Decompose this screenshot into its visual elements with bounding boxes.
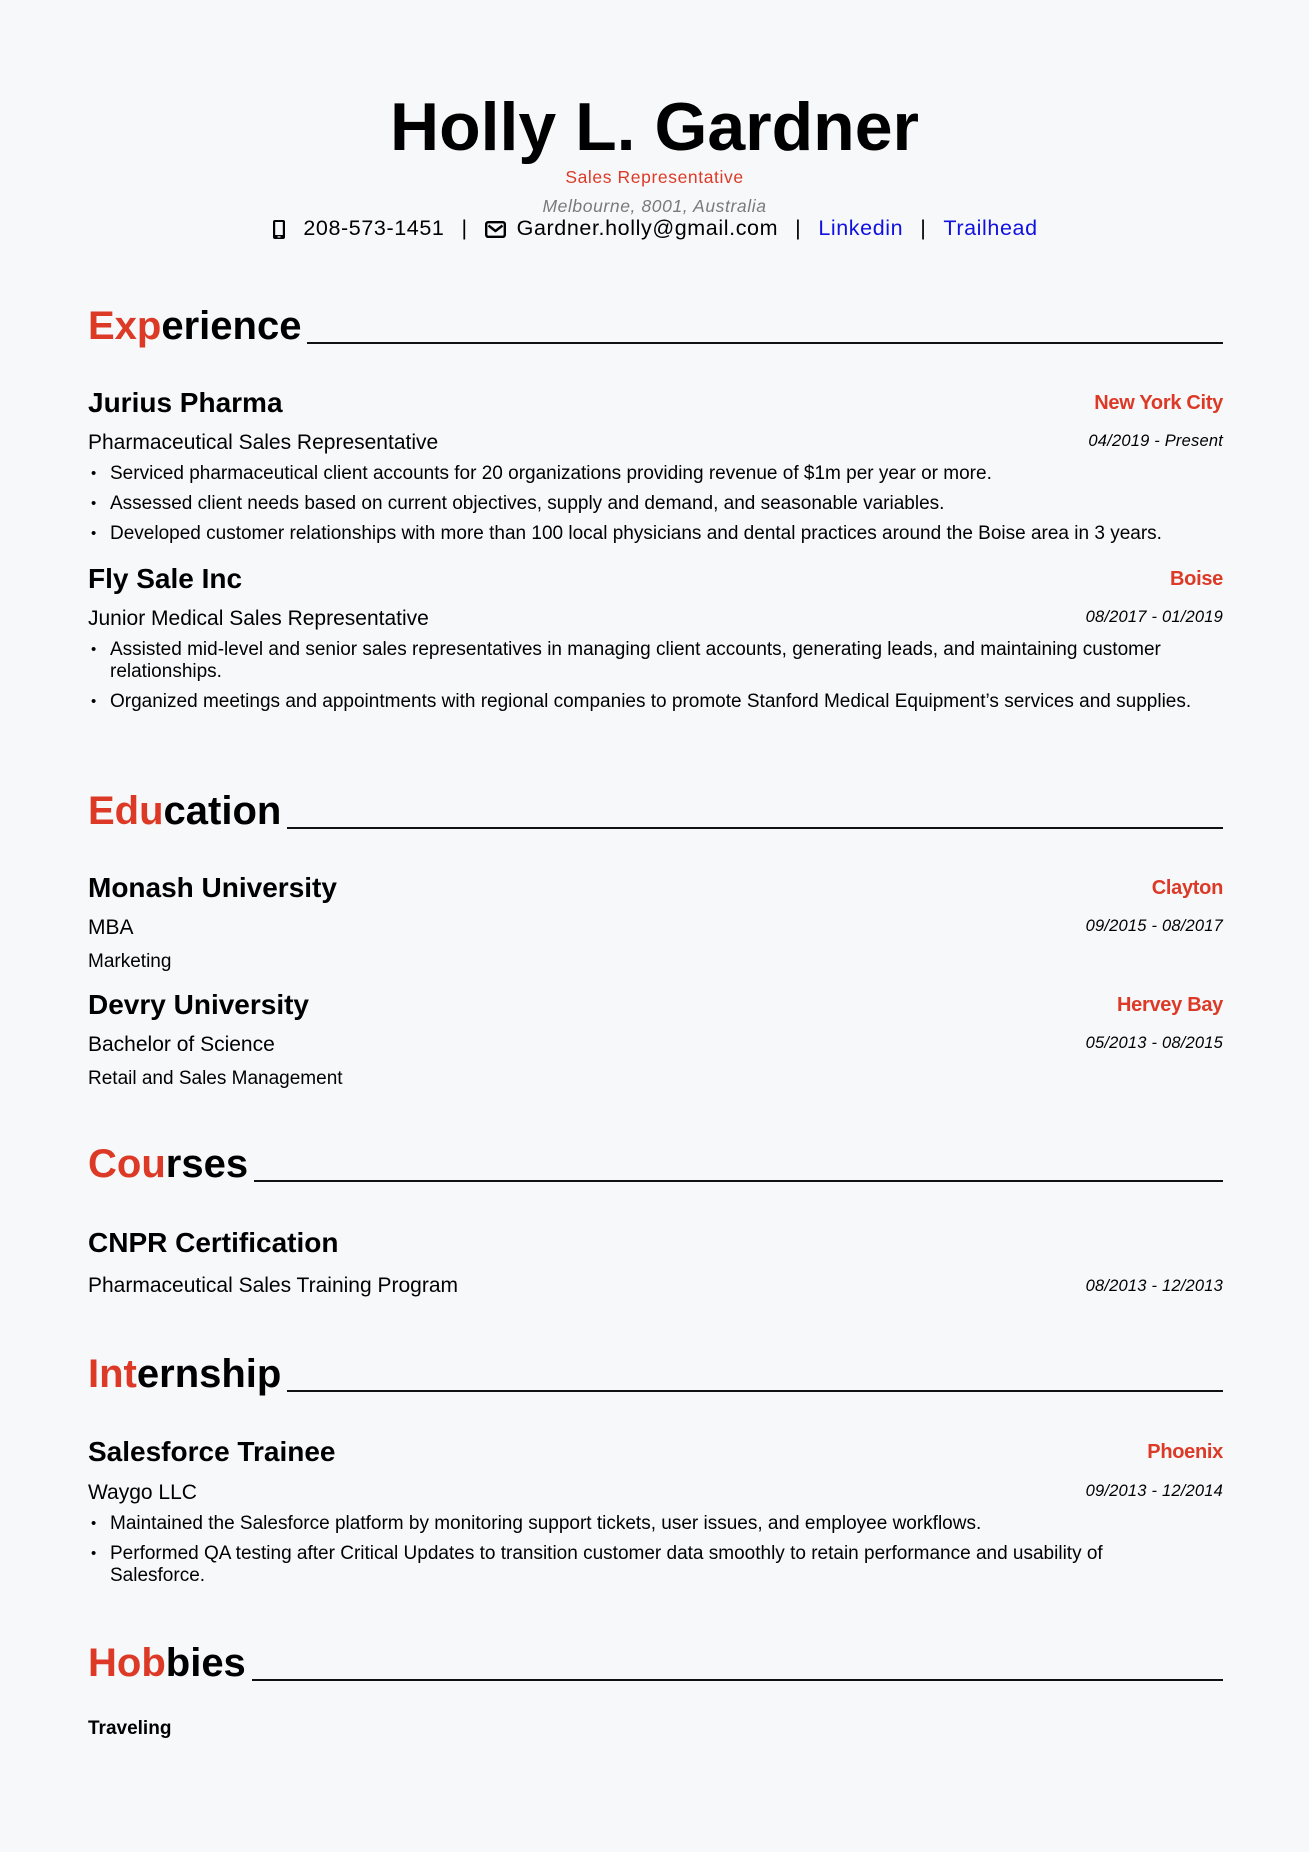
company-name: Jurius Pharma — [88, 387, 283, 418]
separator: | — [920, 216, 927, 241]
trailhead-link[interactable]: Trailhead — [943, 216, 1038, 241]
job-dates: 04/2019 - Present — [1088, 432, 1223, 450]
email-address[interactable]: Gardner.holly@gmail.com — [516, 216, 779, 241]
school-location: Clayton — [1151, 877, 1223, 899]
heading-rule — [287, 827, 1223, 829]
candidate-name: Holly L. Gardner — [390, 89, 919, 165]
degree: MBA — [88, 916, 134, 939]
bullet-item: • Organized meetings and appointments with regional companies to promote Stanford Medical Equipment’s services and supplies. — [88, 691, 1198, 713]
job-bullets — [88, 639, 1198, 721]
school-name: Monash University — [88, 872, 337, 903]
job-bullets — [88, 463, 1223, 553]
internship-dates: 09/2013 - 12/2014 — [1085, 1482, 1223, 1500]
heading-accent: Edu — [88, 789, 164, 833]
job-location: Boise — [1170, 568, 1223, 590]
internship-title: Salesforce Trainee — [88, 1436, 336, 1467]
education-dates: 05/2013 - 08/2015 — [1085, 1034, 1223, 1052]
course-name: CNPR Certification — [88, 1227, 339, 1258]
education-dates: 09/2015 - 08/2017 — [1085, 917, 1223, 935]
heading-accent: Exp — [88, 304, 162, 348]
job-dates: 08/2017 - 01/2019 — [1085, 608, 1223, 626]
location: Melbourne, 8001, Australia — [542, 196, 767, 216]
separator: | — [795, 216, 802, 241]
company-name: Fly Sale Inc — [88, 563, 243, 594]
bullet-item: • Developed customer relationships with more than 100 local physicians and dental practices around the Boise area in 3 years. — [88, 523, 1223, 545]
section-heading-courses — [88, 1144, 1223, 1184]
heading-accent: Cou — [88, 1142, 166, 1186]
field-of-study: Retail and Sales Management — [88, 1068, 343, 1089]
heading-rule — [287, 1390, 1223, 1392]
job-role: Junior Medical Sales Representative — [88, 607, 429, 630]
bullet-item: • Performed QA testing after Critical Updates to transition customer data smoothly to retain performance and usability of Salesforce. — [88, 1543, 1198, 1587]
envelope-icon — [485, 218, 507, 240]
heading-rest: bies — [165, 1641, 246, 1685]
school-location: Hervey Bay — [1117, 994, 1223, 1016]
linkedin-link[interactable]: Linkedin — [818, 216, 904, 241]
job-location: New York City — [1094, 392, 1223, 414]
mobile-phone-icon — [271, 218, 287, 240]
internship-bullets — [88, 1513, 1198, 1595]
job-title: Sales Representative — [565, 167, 744, 187]
phone-number[interactable]: 208-573-1451 — [303, 216, 445, 241]
heading-rule — [254, 1180, 1223, 1182]
heading-rest: ernship — [136, 1352, 282, 1396]
course-dates: 08/2013 - 12/2013 — [1085, 1277, 1223, 1295]
internship-location: Phoenix — [1147, 1441, 1223, 1463]
section-heading-education — [88, 791, 1223, 831]
heading-rule — [307, 342, 1223, 344]
contact-bar — [0, 216, 1309, 242]
field-of-study: Marketing — [88, 951, 172, 972]
heading-rest: erience — [161, 304, 302, 348]
degree: Bachelor of Science — [88, 1033, 275, 1056]
bullet-item: • Assisted mid-level and senior sales representatives in managing client accounts, generating leads, and maintaining customer relationships. — [88, 639, 1198, 683]
heading-rest: rses — [165, 1142, 249, 1186]
section-heading-hobbies — [88, 1643, 1223, 1683]
heading-accent: Int — [88, 1352, 137, 1396]
job-role: Pharmaceutical Sales Representative — [88, 431, 439, 454]
heading-accent: Hob — [88, 1641, 166, 1685]
internship-company: Waygo LLC — [88, 1481, 197, 1504]
heading-rest: cation — [163, 789, 282, 833]
section-heading-internship — [88, 1354, 1223, 1394]
section-heading-experience — [88, 306, 1223, 346]
bullet-item: • Serviced pharmaceutical client accounts for 20 organizations providing revenue of $1m per year or more. — [88, 463, 1223, 485]
bullet-item: • Maintained the Salesforce platform by monitoring support tickets, user issues, and employee workflows. — [88, 1513, 1198, 1535]
separator: | — [461, 216, 468, 241]
heading-rule — [252, 1679, 1223, 1681]
hobby-item: Traveling — [88, 1718, 172, 1739]
bullet-item: • Assessed client needs based on current objectives, supply and demand, and seasonable variables. — [88, 493, 1223, 515]
course-description: Pharmaceutical Sales Training Program — [88, 1274, 459, 1297]
school-name: Devry University — [88, 989, 310, 1020]
